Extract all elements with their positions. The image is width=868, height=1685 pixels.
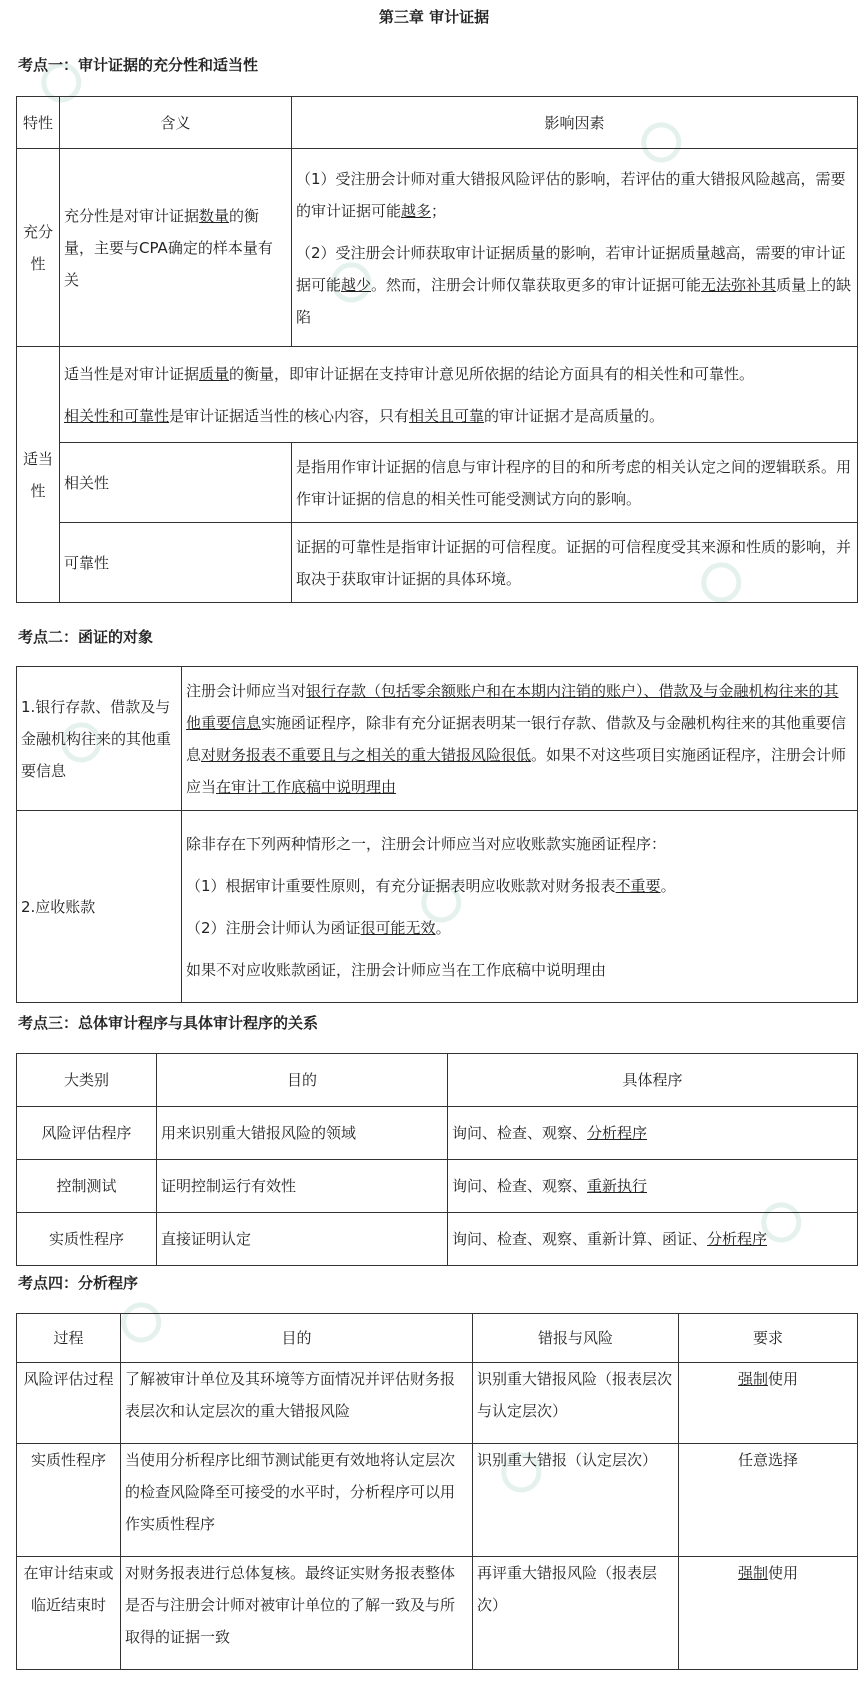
table-header-row <box>17 1054 858 1107</box>
header-cell: 具体程序 <box>448 1054 858 1107</box>
relevance-row <box>17 443 858 523</box>
category-cell: 实质性程序 <box>17 1213 157 1266</box>
stage-cell: 在审计结束或临近结束时 <box>17 1557 121 1670</box>
header-cell: 过程 <box>17 1314 121 1363</box>
relevance-text: 是指用作审计证据的信息与审计程序的目的和所考虑的相关认定之间的逻辑联系。用作审计证据的信息的相关性可能受测试方向的影响。 <box>292 443 858 523</box>
category-cell: 控制测试 <box>17 1160 157 1213</box>
bank-label: 1.银行存款、借款及与金融机构往来的其他重要信息 <box>17 667 182 811</box>
sufficiency-row <box>17 149 858 347</box>
risk-cell: 识别重大错报风险（报表层次与认定层次） <box>473 1363 679 1444</box>
risk-cell: 再评重大错报风险（报表层次） <box>473 1557 679 1670</box>
stage-cell: 风险评估过程 <box>17 1363 121 1444</box>
section-2-heading: 考点二：函证的对象 <box>18 628 154 646</box>
table-header-row <box>17 1314 858 1363</box>
header-cell: 目的 <box>157 1054 448 1107</box>
requirement-cell: 任意选择 <box>679 1444 858 1557</box>
section-3-heading: 考点三：总体审计程序与具体审计程序的关系 <box>18 1014 319 1032</box>
category-cell: 风险评估程序 <box>17 1107 157 1160</box>
page-title: 第三章 审计证据 <box>378 8 490 26</box>
relevance-label: 相关性 <box>60 443 292 523</box>
purpose-cell: 用来识别重大错报风险的领域 <box>157 1107 448 1160</box>
factor-2: （2）受注册会计师获取审计证据质量的影响，若审计证据质量越高，需要的审计证据可能越少。然而，注册会计师仅靠获取更多的审计证据可能无法弥补其质量上的缺陷 <box>296 243 852 326</box>
table-row <box>17 1444 858 1557</box>
sufficiency-meaning: 充分性是对审计证据数量的衡量，主要与CPA确定的样本量有关 <box>60 149 292 347</box>
requirement-cell: 强制使用 <box>679 1557 858 1670</box>
header-cell: 含义 <box>60 97 292 149</box>
table-row <box>17 1363 858 1444</box>
table-row <box>17 1160 858 1213</box>
stage-cell: 实质性程序 <box>17 1444 121 1557</box>
purpose-cell: 直接证明认定 <box>157 1213 448 1266</box>
section-4-heading: 考点四：分析程序 <box>18 1274 139 1292</box>
table-row <box>17 1107 858 1160</box>
purpose-cell: 对财务报表进行总体复核。最终证实财务报表整体是否与注册会计师对被审计单位的了解一致及与所取得的证据一致 <box>121 1557 473 1670</box>
reliability-row <box>17 523 858 603</box>
procedure-cell: 询问、检查、观察、重新计算、函证、分析程序 <box>448 1213 858 1266</box>
bank-text: 注册会计师应当对银行存款（包括零余额账户和在本期内注销的账户）、借款及与金融机构往来的其他重要信息实施函证程序，除非有充分证据表明某一银行存款、借款及与金融机构往来的其他重要信息对财务报表不重要且与之相关的重大错报风险很低。如果不对这些项目实施函证程序，注册会计师应当在审计工作底稿中说明理由 <box>182 667 858 811</box>
table-header-row <box>17 97 858 149</box>
receivables-row <box>17 811 858 1003</box>
header-cell: 影响因素 <box>292 97 858 149</box>
appropriateness-text: 适当性是对审计证据质量的衡量，即审计证据在支持审计意见所依据的结论方面具有的相关性和可靠性。 相关性和可靠性是审计证据适当性的核心内容，只有相关且可靠的审计证据才是高质量的。 <box>60 347 858 443</box>
purpose-cell: 了解被审计单位及其环境等方面情况并评估财务报表层次和认定层次的重大错报风险 <box>121 1363 473 1444</box>
appropriateness-label: 适当性 <box>17 347 60 603</box>
purpose-cell: 当使用分析程序比细节测试能更有效地将认定层次的检查风险降至可接受的水平时，分析程序可以用作实质性程序 <box>121 1444 473 1557</box>
table-row <box>17 1557 858 1670</box>
receivables-text: 除非存在下列两种情形之一，注册会计师应当对应收账款实施函证程序： （1）根据审计重要性原则，有充分证据表明应收账款对财务报表不重要。 （2）注册会计师认为函证很可能无效。 如果不对应收账款函证，注册会计师应当在工作底稿中说明理由 <box>182 811 858 1003</box>
bank-row <box>17 667 858 811</box>
evidence-table <box>16 96 858 603</box>
factor-1: （1）受注册会计师对重大错报风险评估的影响，若评估的重大错报风险越高，需要的审计证据可能越多； <box>296 169 846 220</box>
procedure-cell: 询问、检查、观察、分析程序 <box>448 1107 858 1160</box>
section-1-heading: 考点一：审计证据的充分性和适当性 <box>18 56 259 74</box>
risk-cell: 识别重大错报（认定层次） <box>473 1444 679 1557</box>
sufficiency-factors <box>292 149 858 347</box>
confirmation-table <box>16 666 858 1003</box>
procedure-cell: 询问、检查、观察、重新执行 <box>448 1160 858 1213</box>
sufficiency-label: 充分性 <box>17 149 60 347</box>
reliability-text: 证据的可靠性是指审计证据的可信程度。证据的可信程度受其来源和性质的影响，并取决于获取审计证据的具体环境。 <box>292 523 858 603</box>
analytics-table <box>16 1313 858 1670</box>
header-cell: 大类别 <box>17 1054 157 1107</box>
appropriateness-row <box>17 347 858 443</box>
purpose-cell: 证明控制运行有效性 <box>157 1160 448 1213</box>
requirement-cell: 强制使用 <box>679 1363 858 1444</box>
header-cell: 错报与风险 <box>473 1314 679 1363</box>
header-cell: 要求 <box>679 1314 858 1363</box>
procedures-table <box>16 1053 858 1266</box>
header-cell: 目的 <box>121 1314 473 1363</box>
table-row <box>17 1213 858 1266</box>
receivables-label: 2.应收账款 <box>17 811 182 1003</box>
header-cell: 特性 <box>17 97 60 149</box>
reliability-label: 可靠性 <box>60 523 292 603</box>
